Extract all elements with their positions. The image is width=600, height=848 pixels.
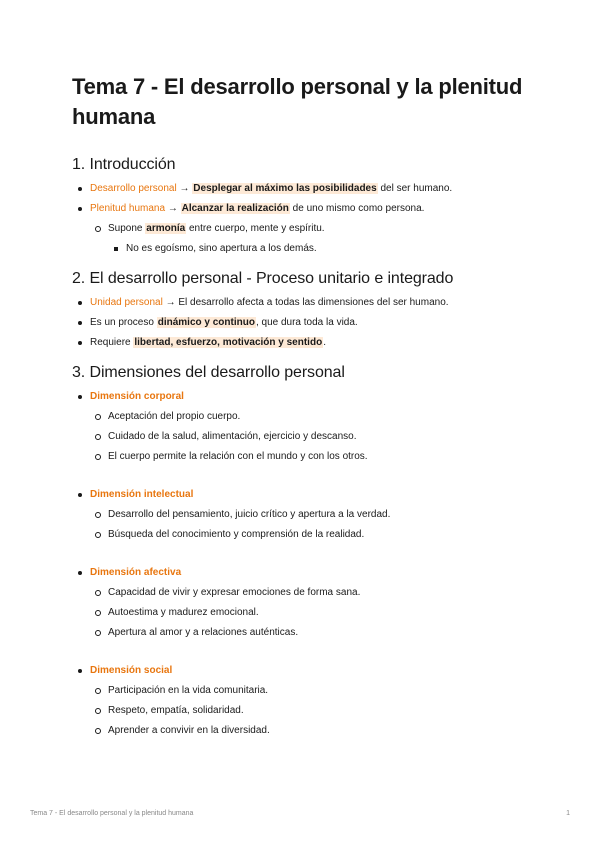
list-item	[72, 182, 532, 196]
section-desarrollo	[72, 268, 532, 350]
text: .	[323, 337, 326, 348]
highlight: Desplegar al máximo las posibilidades	[193, 183, 377, 194]
highlight: armonía	[146, 223, 186, 234]
highlight: Alcanzar la realización	[181, 203, 289, 214]
text: entre cuerpo, mente y espíritu.	[186, 223, 325, 234]
term: Desarrollo personal	[90, 183, 177, 194]
text: → El desarrollo afecta a todas las dimensiones del ser humano.	[162, 297, 449, 308]
text: de uno mismo como persona.	[289, 203, 425, 214]
term: Plenitud humana	[90, 203, 166, 214]
arrow: →	[165, 203, 181, 214]
term: Unidad personal	[90, 297, 163, 308]
page-title: Tema 7 - El desarrollo personal y la plenitud humana	[72, 74, 523, 129]
text: Supone	[108, 223, 146, 234]
highlight: dinámico y continuo	[157, 317, 255, 328]
dimension-title: Dimensión intelectual	[90, 489, 194, 500]
dimension-intelectual	[72, 488, 532, 542]
text: Es un proceso	[90, 317, 157, 328]
list-item: Participación en la vida comunitaria.	[90, 684, 532, 698]
page-footer	[30, 810, 570, 817]
list-item: Desarrollo del pensamiento, juicio crítico y apertura a la verdad.	[90, 508, 532, 522]
list-item	[90, 222, 532, 256]
list-item: No es egoísmo, sino apertura a los demás.	[108, 242, 532, 256]
list-item: Búsqueda del conocimiento y comprensión de la realidad.	[90, 528, 532, 542]
section-introduccion	[72, 154, 532, 256]
dimension-title: Dimensión corporal	[90, 391, 184, 402]
document-page	[72, 72, 532, 750]
section-dimensiones	[72, 362, 532, 738]
list-item: Aceptación del propio cuerpo.	[90, 410, 532, 424]
list-item: Respeto, empatía, solidaridad.	[90, 704, 532, 718]
arrow: →	[176, 183, 193, 194]
section-heading: 1. Introducción	[72, 156, 176, 173]
list-item: Aprender a convivir en la diversidad.	[90, 724, 532, 738]
section-heading: 3. Dimensiones del desarrollo personal	[72, 364, 345, 381]
text: , que dura toda la vida.	[255, 317, 358, 328]
page-number: 1	[566, 810, 570, 817]
section-heading: 2. El desarrollo personal - Proceso unitario e integrado	[72, 270, 454, 287]
list-item: Cuidado de la salud, alimentación, ejercicio y descanso.	[90, 430, 532, 444]
footer-title: Tema 7 - El desarrollo personal y la plenitud humana	[30, 810, 194, 817]
dimension-title: Dimensión social	[90, 665, 173, 676]
list-item	[72, 316, 532, 330]
dimension-social	[72, 664, 532, 738]
list-item: Apertura al amor y a relaciones auténticas.	[90, 626, 532, 640]
highlight: libertad, esfuerzo, motivación y sentido	[134, 337, 323, 348]
text: Requiere	[90, 337, 134, 348]
text: del ser humano.	[377, 183, 453, 194]
list-item	[72, 336, 532, 350]
list-item: Capacidad de vivir y expresar emociones de forma sana.	[90, 586, 532, 600]
list-item	[72, 202, 532, 256]
dimension-corporal	[72, 390, 532, 464]
list-item: El cuerpo permite la relación con el mundo y con los otros.	[90, 450, 532, 464]
dimension-afectiva	[72, 566, 532, 640]
list-item: Autoestima y madurez emocional.	[90, 606, 532, 620]
dimension-title: Dimensión afectiva	[90, 567, 182, 578]
list-item	[72, 296, 532, 310]
